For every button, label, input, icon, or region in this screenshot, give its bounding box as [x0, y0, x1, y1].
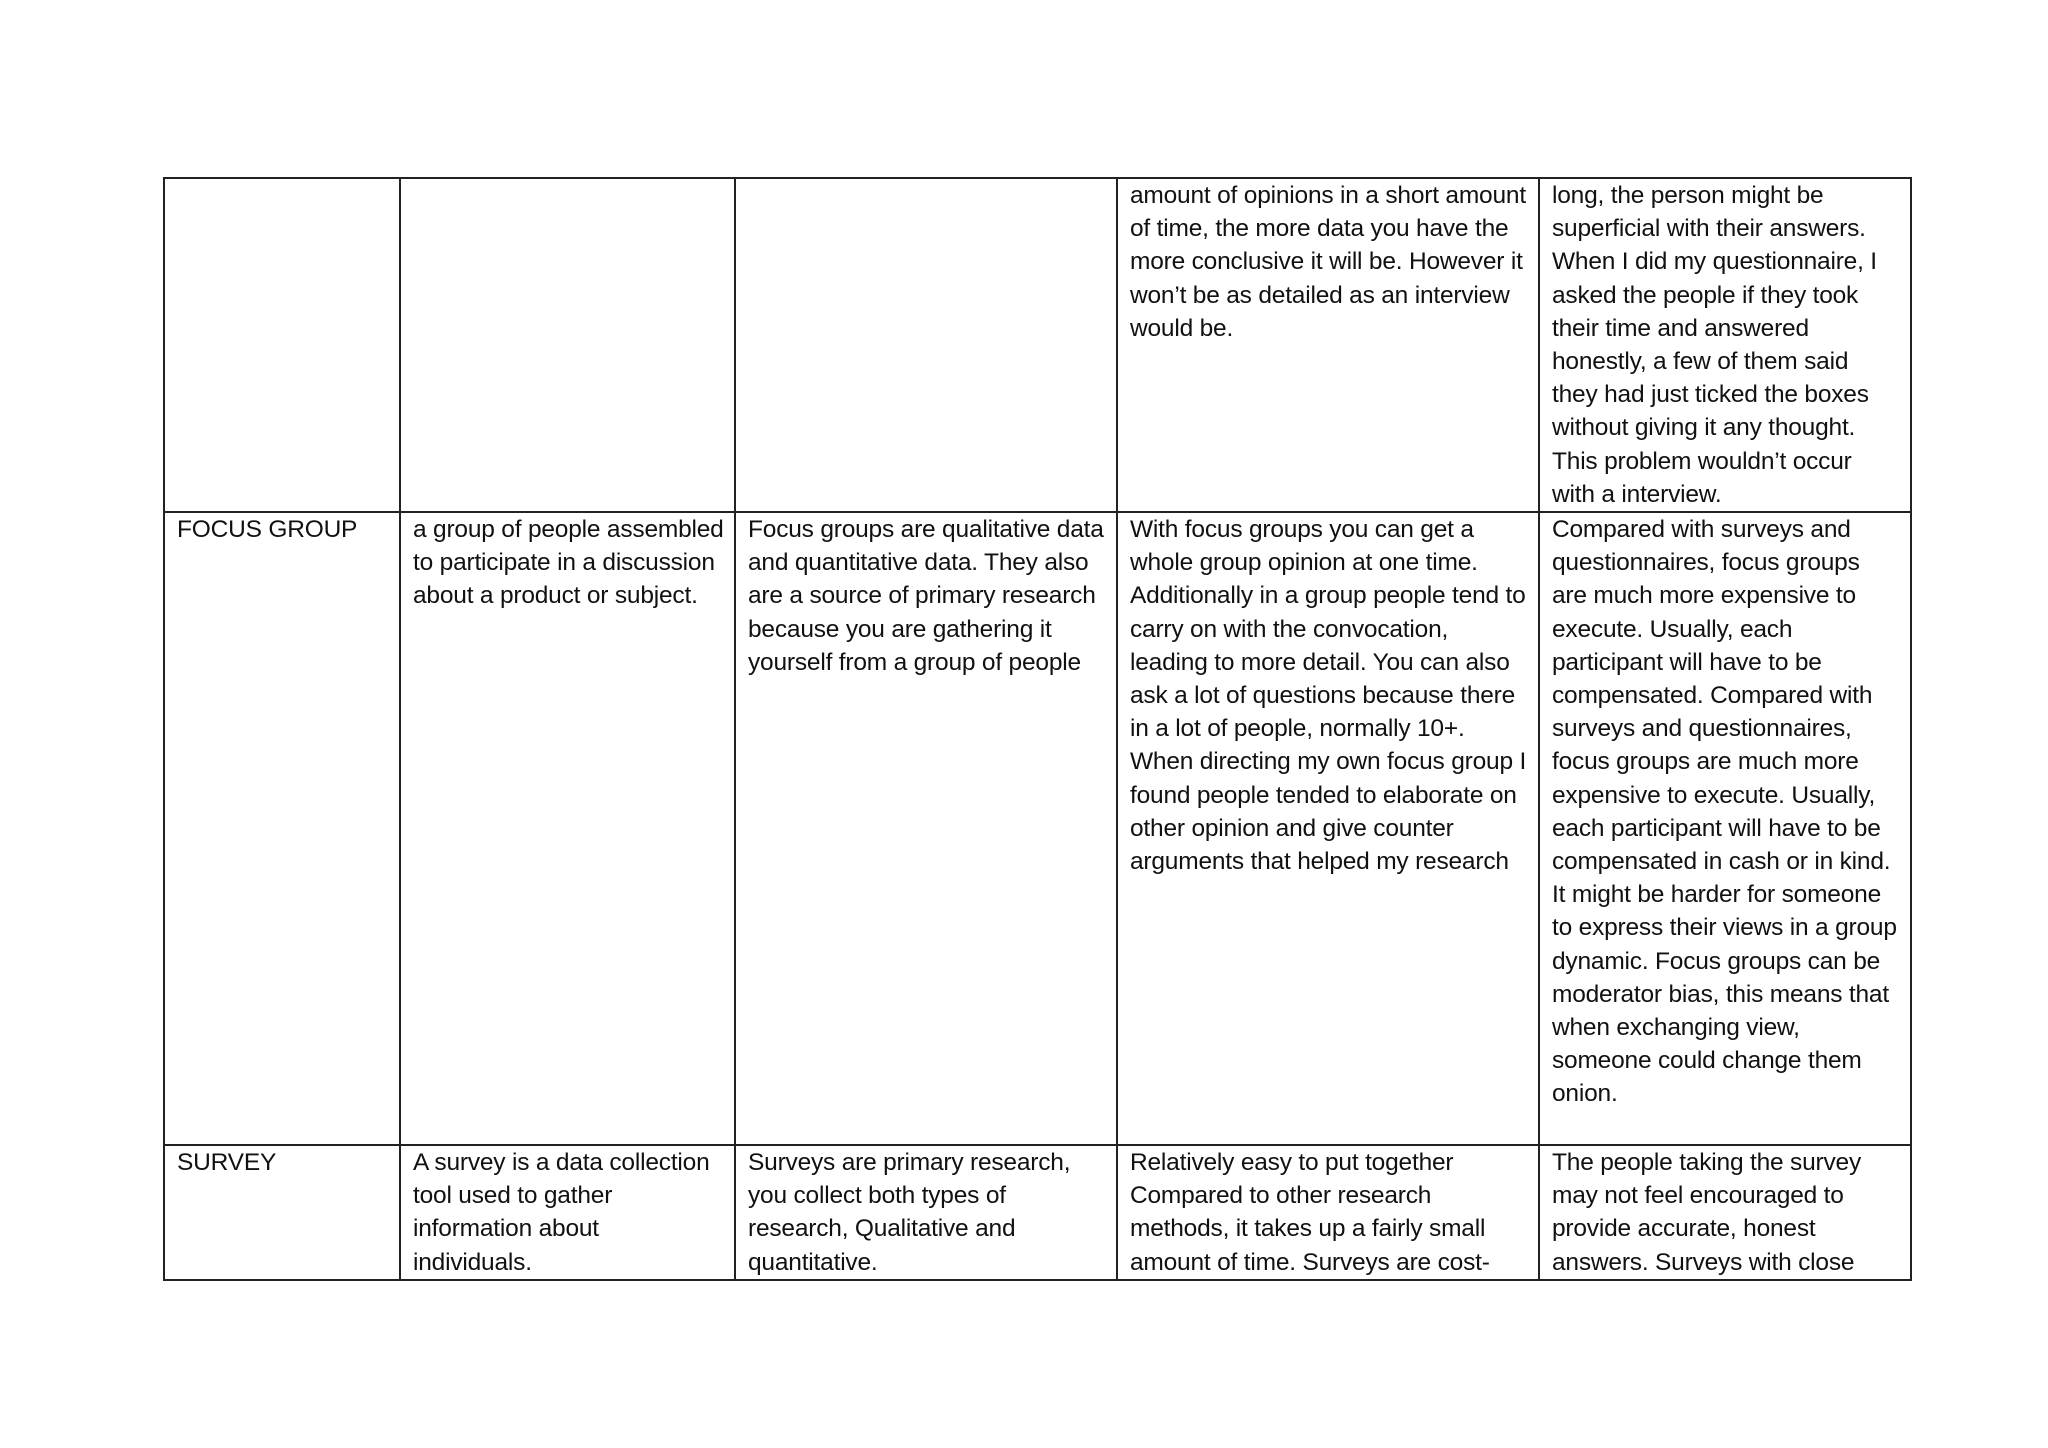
advantages-cell: Relatively easy to put together Compared to other research methods, it takes up a fairly small amount of time. Surveys are cost- — [1117, 1145, 1539, 1280]
table-row-focus-group — [164, 512, 1911, 1145]
method-cell — [164, 178, 400, 512]
definition-cell: a group of people assembled to participate in a discussion about a product or subject. — [400, 512, 735, 1145]
disadvantages-cell: The people taking the survey may not feel encouraged to provide accurate, honest answers. Surveys with close — [1539, 1145, 1911, 1280]
disadvantages-cell: long, the person might be superficial with their answers. When I did my questionnaire, I asked the people if they took their time and answered honestly, a few of them said they had just ticked the boxes without giving it any thought. This problem wouldn’t occur with a interview. — [1539, 178, 1911, 512]
data-type-cell: Focus groups are qualitative data and quantitative data. They also are a source of primary research because you are gathering it yourself from a group of people — [735, 512, 1117, 1145]
method-cell: FOCUS GROUP — [164, 512, 400, 1145]
table-row-survey — [164, 1145, 1911, 1280]
advantages-cell: With focus groups you can get a whole group opinion at one time. Additionally in a group people tend to carry on with the convocation, leading to more detail. You can also ask a lot of questions because there in a lot of people, normally 10+. When directing my own focus group I found people tended to elaborate on other opinion and give counter arguments that helped my research — [1117, 512, 1539, 1145]
data-type-cell — [735, 178, 1117, 512]
advantages-cell: amount of opinions in a short amount of time, the more data you have the more conclusive it will be. However it won’t be as detailed as an interview would be. — [1117, 178, 1539, 512]
research-methods-table — [163, 177, 1912, 1281]
table-row-continued — [164, 178, 1911, 512]
data-type-cell: Surveys are primary research, you collect both types of research, Qualitative and quantitative. — [735, 1145, 1117, 1280]
definition-cell — [400, 178, 735, 512]
disadvantages-cell: Compared with surveys and questionnaires, focus groups are much more expensive to execute. Usually, each participant will have to be compensated. Compared with surveys and questionnaires, focus groups are much more expensive to execute. Usually, each participant will have to be compensated in cash or in kind. It might be harder for someone to express their views in a group dynamic. Focus groups can be moderator bias, this means that when exchanging view, someone could change them onion. — [1539, 512, 1911, 1145]
definition-cell: A survey is a data collection tool used to gather information about individuals. — [400, 1145, 735, 1280]
method-cell: SURVEY — [164, 1145, 400, 1280]
